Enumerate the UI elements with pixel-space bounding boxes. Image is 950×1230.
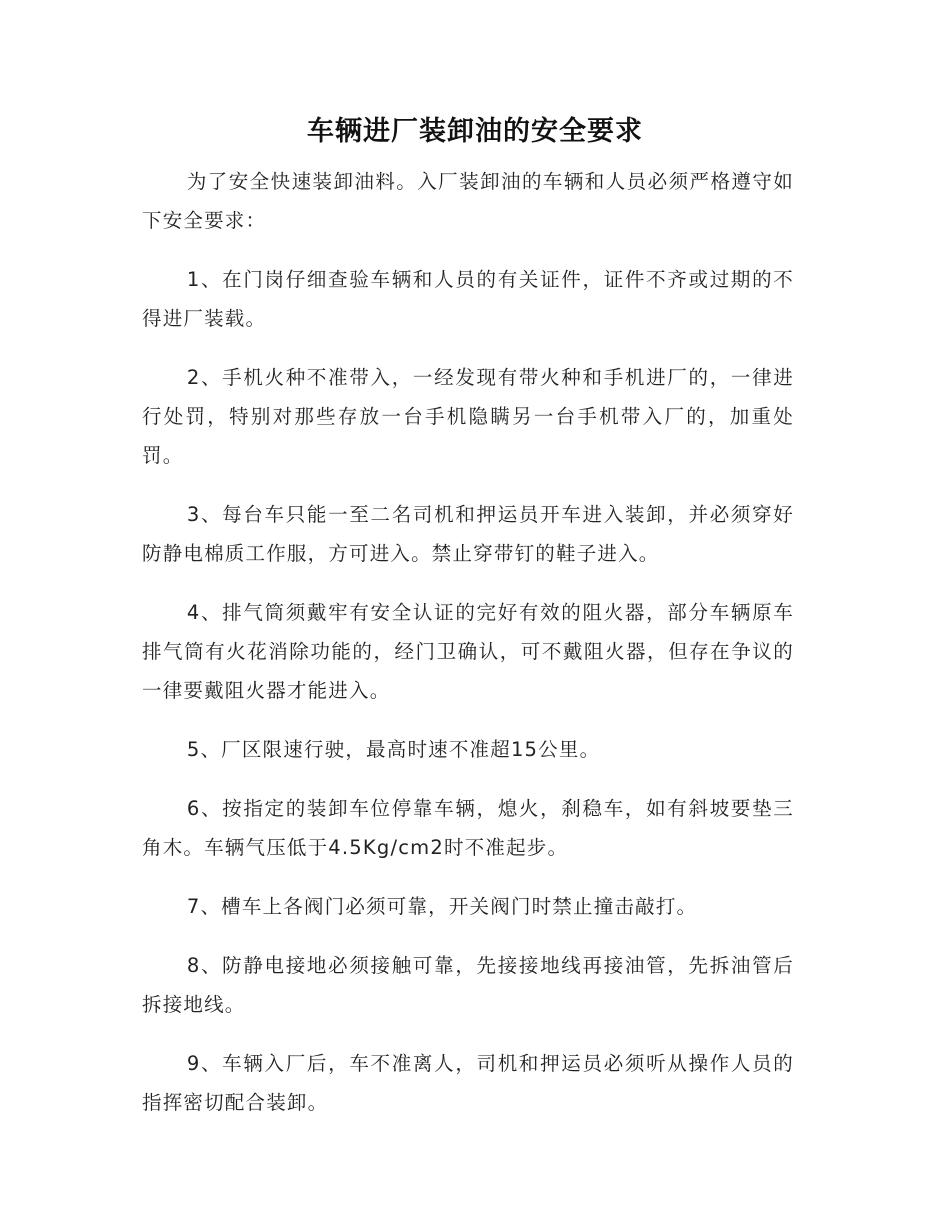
rule-item-9: 9、车辆入厂后，车不准离人，司机和押运员必须听从操作人员的指挥密切配合装卸。	[142, 1052, 794, 1114]
rule-item-1: 1、在门岗仔细查验车辆和人员的有关证件，证件不齐或过期的不得进厂装载。	[142, 268, 794, 330]
document-body	[142, 162, 794, 1142]
rule-item-3: 3、每台车只能一至二名司机和押运员开车进入装卸，并必须穿好防静电棉质工作服，方可进入。禁止穿带钉的鞋子进入。	[142, 503, 794, 565]
rule-item-8: 8、防静电接地必须接触可靠，先接接地线再接油管，先拆油管后拆接地线。	[142, 954, 794, 1016]
document-title: 车辆进厂装卸油的安全要求	[307, 116, 643, 147]
rule-item-2: 2、手机火种不准带入，一经发现有带火种和手机进厂的，一律进行处罚，特别对那些存放一台手机隐瞒另一台手机带入厂的，加重处罚。	[142, 366, 794, 467]
rule-item-7: 7、槽车上各阀门必须可靠，开关阀门时禁止撞击敲打。	[186, 895, 698, 918]
intro-paragraph: 为了安全快速装卸油料。入厂装卸油的车辆和人员必须严格遵守如下安全要求：	[142, 170, 794, 232]
rule-item-5: 5、厂区限速行驶，最高时速不准超15公里。	[186, 738, 601, 761]
rule-item-6: 6、按指定的装卸车位停靠车辆，熄火，刹稳车，如有斜坡要垫三角木。车辆气压低于4.5Kg/cm2时不准起步。	[142, 797, 794, 859]
rule-item-4: 4、排气筒须戴牢有安全认证的完好有效的阻火器，部分车辆原车排气筒有火花消除功能的，经门卫确认，可不戴阻火器，但存在争议的一律要戴阻火器才能进入。	[142, 601, 794, 702]
